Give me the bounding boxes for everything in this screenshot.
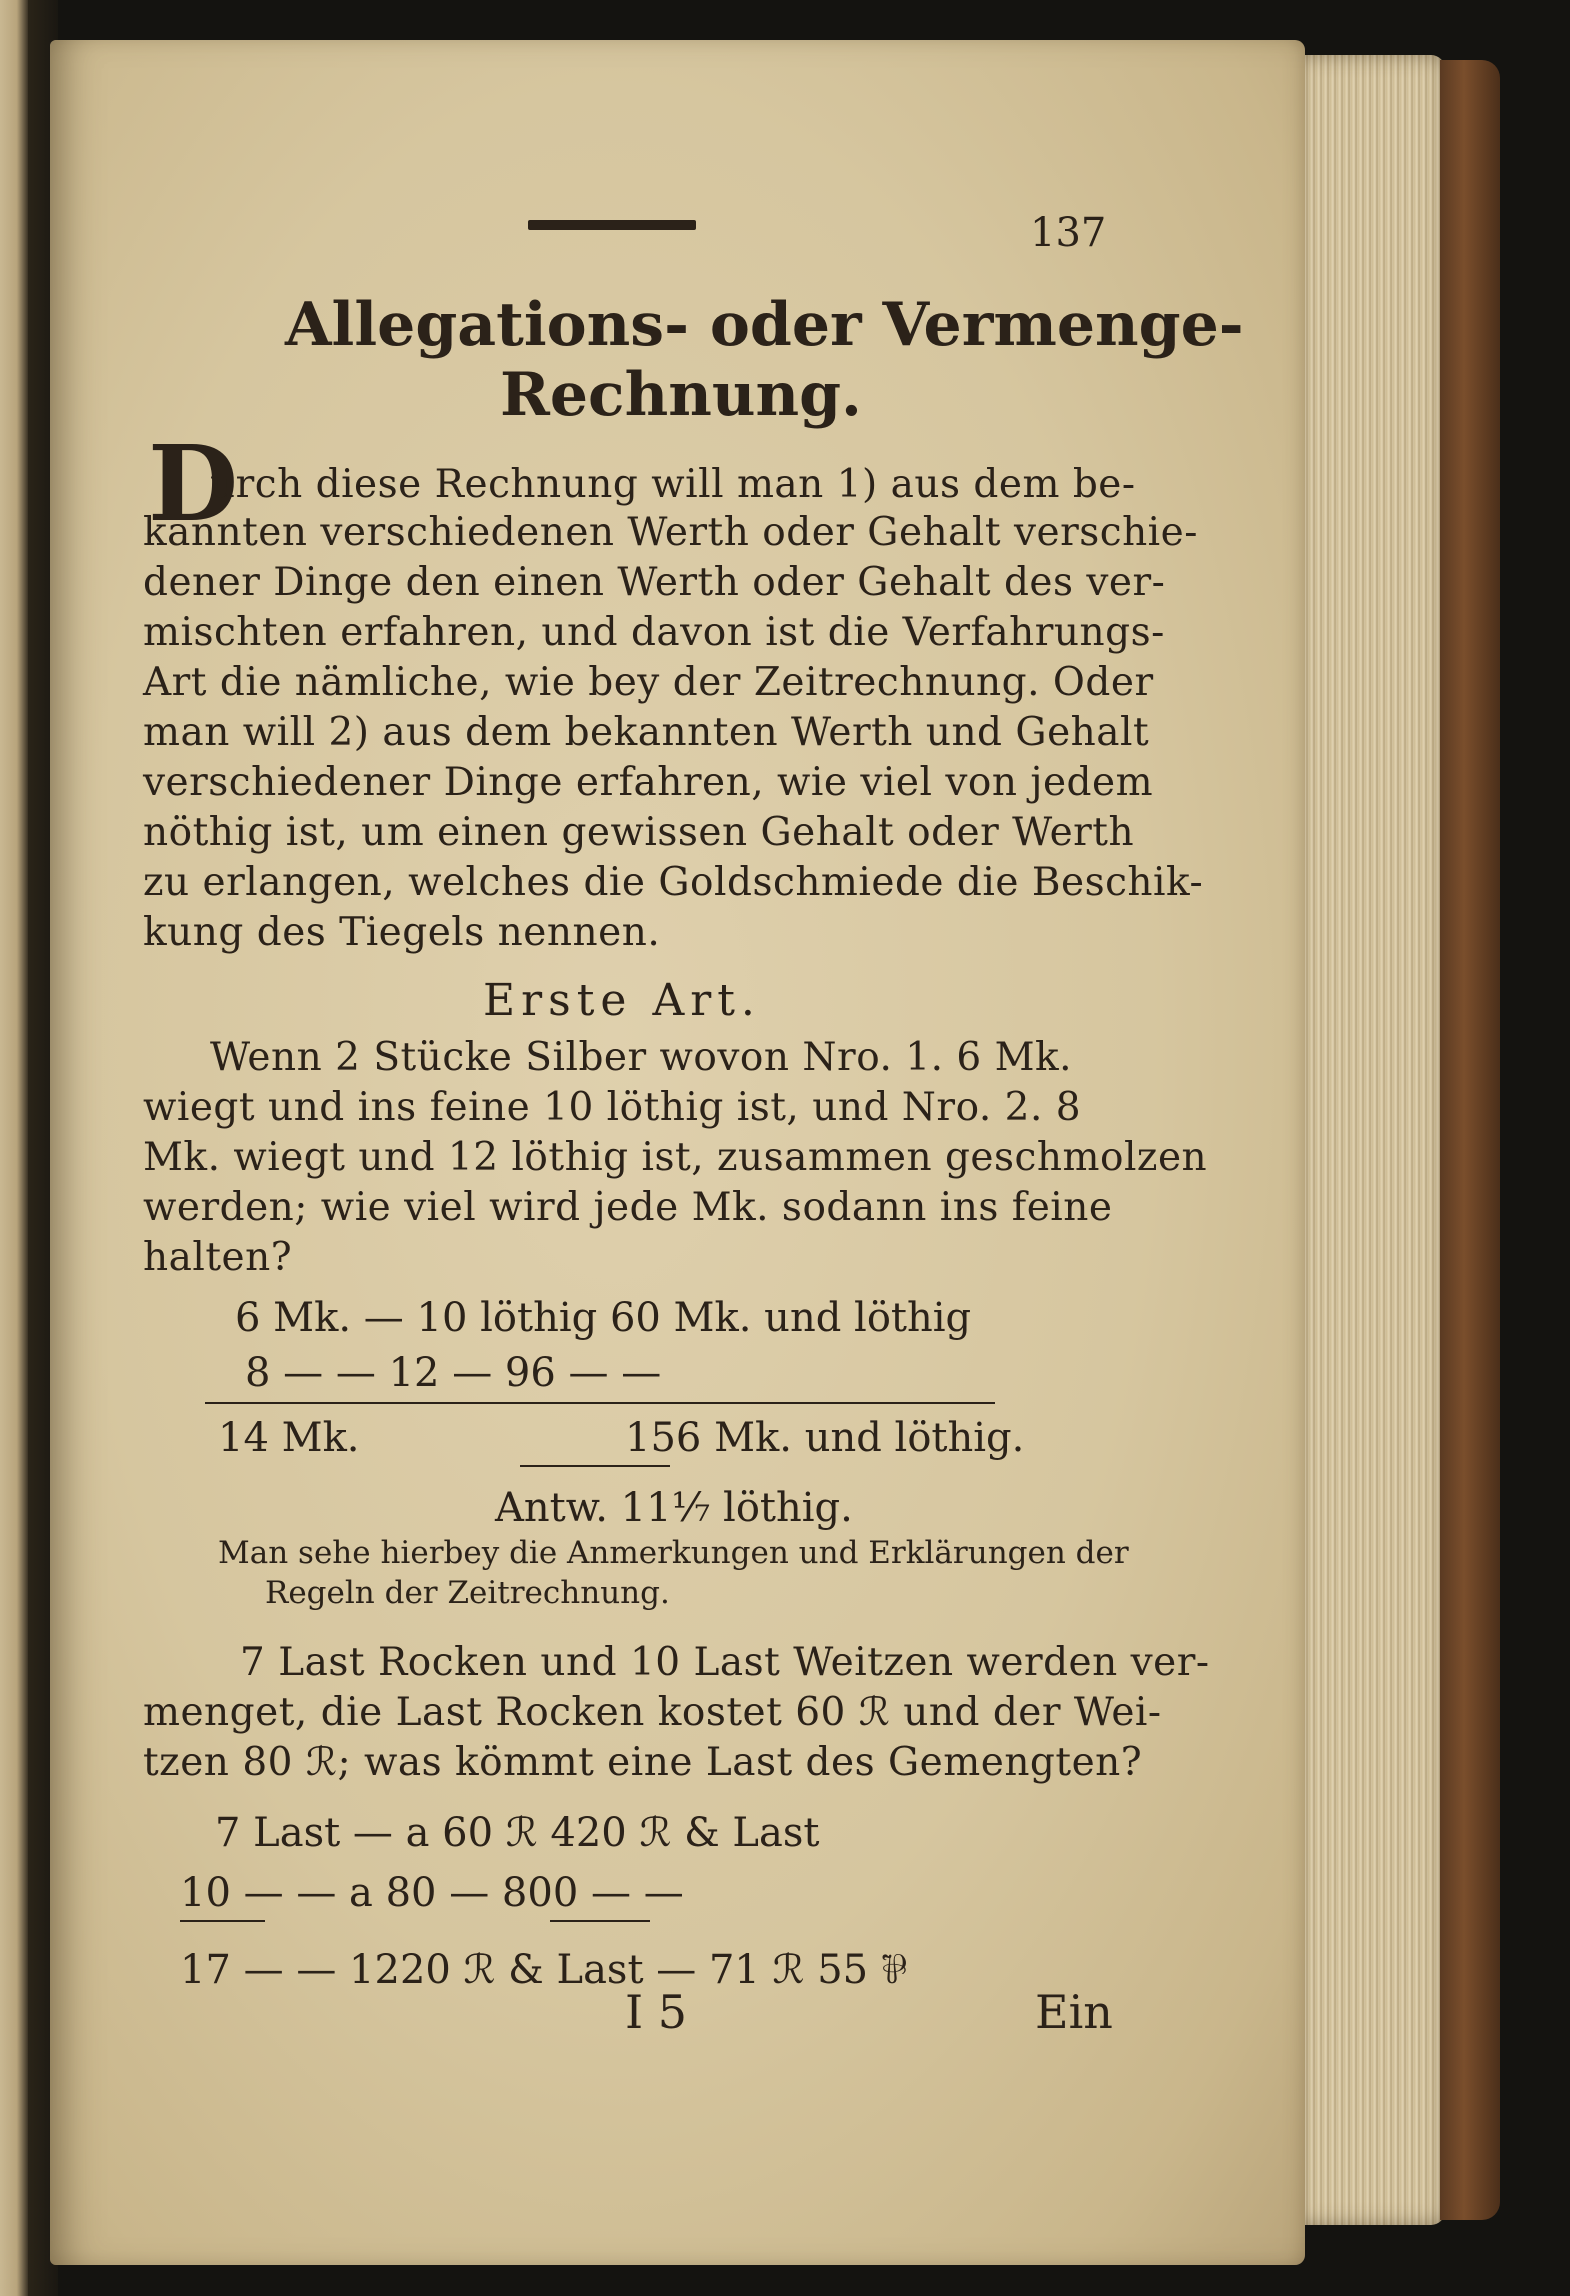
intro-line-5: Art die nämliche, wie bey der Zeitrechnung. Oder xyxy=(143,660,1154,705)
calculation-2-row-1: 7 Last — a 60 ℛ 420 ℛ & Last xyxy=(215,1810,820,1856)
previous-page-edge xyxy=(0,0,28,2296)
calculation-2-total: 17 — — 1220 ℛ & Last — 71 ℛ 55 ⅌ xyxy=(180,1947,908,1993)
calculation-2-row-2: 10 — — a 80 — 800 — — xyxy=(180,1870,684,1916)
chapter-title-line-2: Rechnung. xyxy=(500,360,862,430)
page-stack-edges xyxy=(1295,55,1445,2225)
problem-2-line-1: 7 Last Rocken und 10 Last Weitzen werden ver- xyxy=(240,1640,1210,1685)
calculation-1-sum-rule xyxy=(205,1402,995,1404)
calculation-1-total-product: 156 Mk. und löthig. xyxy=(625,1415,1025,1461)
calculation-1-row-2: 8 — — 12 — 96 — — xyxy=(245,1350,662,1396)
intro-line-4: mischten erfahren, und davon ist die Verfahrungs- xyxy=(143,610,1165,655)
note-line-1: Man sehe hierbey die Anmerkungen und Erklärungen der xyxy=(218,1535,1129,1571)
calculation-1-answer-rule xyxy=(520,1465,670,1467)
header-ornament-rule xyxy=(528,220,696,230)
problem-1-line-1: Wenn 2 Stücke Silber wovon Nro. 1. 6 Mk. xyxy=(210,1035,1073,1080)
book-cover-edge xyxy=(1440,60,1500,2220)
intro-line-10: kung des Tiegels nennen. xyxy=(143,910,661,955)
calculation-2-rule-product xyxy=(550,1920,650,1922)
problem-1-line-5: halten? xyxy=(143,1235,293,1280)
intro-line-1: urch diese Rechnung will man 1) aus dem be- xyxy=(210,462,1136,507)
signature-mark: I 5 xyxy=(625,1985,688,2039)
section-heading: Erste Art. xyxy=(483,975,761,1026)
calculation-2-rule-quantity xyxy=(180,1920,265,1922)
calculation-1-row-1: 6 Mk. — 10 löthig 60 Mk. und löthig xyxy=(235,1295,972,1341)
intro-line-2: kannten verschiedenen Werth oder Gehalt verschie- xyxy=(143,510,1198,555)
problem-1-line-3: Mk. wiegt und 12 löthig ist, zusammen geschmolzen xyxy=(143,1135,1208,1180)
calculation-1-answer: Antw. 11⅐ löthig. xyxy=(495,1485,853,1531)
problem-1-line-2: wiegt und ins feine 10 löthig ist, und Nro. 2. 8 xyxy=(143,1085,1082,1130)
drop-cap: D xyxy=(148,422,239,545)
intro-line-8: nöthig ist, um einen gewissen Gehalt oder Werth xyxy=(143,810,1135,855)
intro-line-3: dener Dinge den einen Werth oder Gehalt des ver- xyxy=(143,560,1166,605)
intro-line-7: verschiedener Dinge erfahren, wie viel von jedem xyxy=(143,760,1154,805)
problem-2-line-2: menget, die Last Rocken kostet 60 ℛ und der Wei- xyxy=(143,1690,1162,1735)
catchword: Ein xyxy=(1035,1985,1113,2039)
page-number: 137 xyxy=(1030,210,1107,256)
chapter-title-line-1: Allegations- oder Vermenge- xyxy=(285,290,1244,360)
intro-line-9: zu erlangen, welches die Goldschmiede die Beschik- xyxy=(143,860,1204,905)
problem-2-line-3: tzen 80 ℛ; was kömmt eine Last des Gemengten? xyxy=(143,1740,1143,1785)
intro-line-6: man will 2) aus dem bekannten Werth und Gehalt xyxy=(143,710,1150,755)
calculation-1-total: 14 Mk. xyxy=(218,1415,360,1461)
problem-1-line-4: werden; wie viel wird jede Mk. sodann ins feine xyxy=(143,1185,1113,1230)
note-line-2: Regeln der Zeitrechnung. xyxy=(265,1575,670,1611)
